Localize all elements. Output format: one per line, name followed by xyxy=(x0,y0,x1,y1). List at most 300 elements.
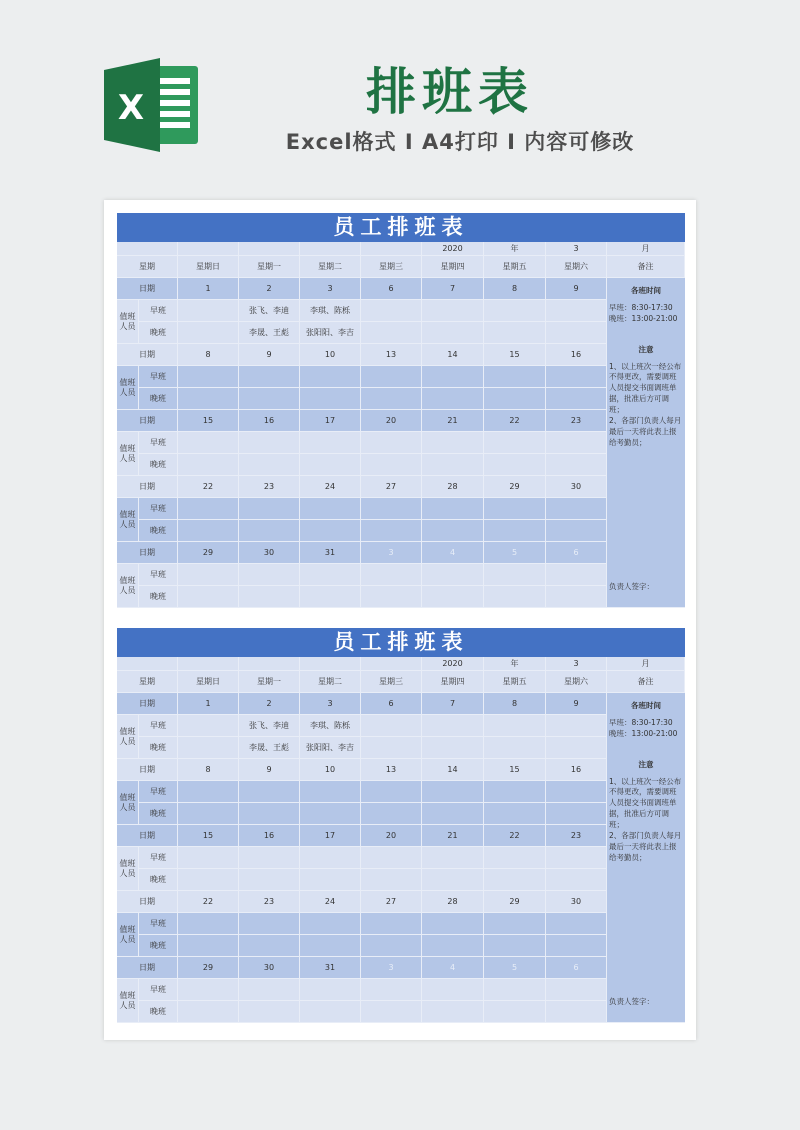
early-shift-cell[interactable] xyxy=(546,979,607,1001)
date-cell[interactable]: 5 xyxy=(484,957,546,979)
date-cell[interactable]: 10 xyxy=(300,759,361,781)
late-shift-cell[interactable] xyxy=(239,935,300,957)
month-cell[interactable]: 3 xyxy=(546,242,607,256)
date-cell[interactable]: 5 xyxy=(484,542,546,564)
note-item-2: 2、各部门负责人每月最后一天将此表上报给考勤员； xyxy=(609,415,682,447)
date-cell[interactable]: 30 xyxy=(546,476,607,498)
date-label-cell[interactable]: 日期 xyxy=(117,278,178,300)
date-cell[interactable]: 23 xyxy=(546,410,607,432)
early-shift-cell[interactable] xyxy=(422,564,484,586)
date-cell[interactable]: 29 xyxy=(484,476,546,498)
early-shift-label[interactable]: 早班 xyxy=(139,366,178,388)
late-shift-cell[interactable] xyxy=(361,388,422,410)
late-shift-label[interactable]: 晚班 xyxy=(139,586,178,608)
date-cell[interactable]: 23 xyxy=(546,825,607,847)
late-shift-label[interactable]: 晚班 xyxy=(139,1001,178,1023)
early-shift-cell[interactable] xyxy=(300,913,361,935)
early-shift-cell[interactable] xyxy=(300,847,361,869)
date-label-cell[interactable]: 日期 xyxy=(117,410,178,432)
date-cell[interactable]: 6 xyxy=(361,278,422,300)
early-shift-cell[interactable] xyxy=(484,564,546,586)
date-cell[interactable]: 8 xyxy=(178,344,239,366)
early-shift-label[interactable]: 早班 xyxy=(139,300,178,322)
late-shift-cell[interactable] xyxy=(361,322,422,344)
duty-staff-label[interactable]: 值班人员 xyxy=(117,715,139,759)
late-shift-cell[interactable] xyxy=(546,520,607,542)
early-shift-cell[interactable] xyxy=(422,979,484,1001)
duty-staff-label[interactable]: 值班人员 xyxy=(117,564,139,608)
late-shift-cell[interactable] xyxy=(239,869,300,891)
late-shift-cell[interactable] xyxy=(422,869,484,891)
early-shift-cell[interactable] xyxy=(484,781,546,803)
early-shift-cell[interactable] xyxy=(361,781,422,803)
early-shift-cell[interactable] xyxy=(484,715,546,737)
early-shift-cell[interactable] xyxy=(422,498,484,520)
date-cell[interactable]: 15 xyxy=(178,825,239,847)
late-shift-cell[interactable] xyxy=(484,454,546,476)
date-label-cell[interactable]: 日期 xyxy=(117,759,178,781)
date-cell[interactable]: 1 xyxy=(178,278,239,300)
weekday-header-cell[interactable]: 星期四 xyxy=(422,256,484,278)
early-shift-cell[interactable] xyxy=(178,498,239,520)
remarks-notes-cell[interactable] xyxy=(607,278,685,608)
late-shift-cell[interactable] xyxy=(546,737,607,759)
early-shift-cell[interactable] xyxy=(546,715,607,737)
date-cell[interactable]: 24 xyxy=(300,476,361,498)
early-shift-cell[interactable] xyxy=(361,979,422,1001)
late-shift-label[interactable]: 晚班 xyxy=(139,322,178,344)
date-cell[interactable]: 16 xyxy=(239,825,300,847)
late-shift-cell[interactable] xyxy=(178,935,239,957)
late-shift-cell[interactable] xyxy=(300,803,361,825)
early-shift-cell[interactable] xyxy=(239,979,300,1001)
weekday-header-cell[interactable]: 星期一 xyxy=(239,671,300,693)
early-shift-cell[interactable] xyxy=(484,300,546,322)
late-shift-label[interactable]: 晚班 xyxy=(139,803,178,825)
early-shift-cell[interactable] xyxy=(546,847,607,869)
late-shift-cell[interactable] xyxy=(300,454,361,476)
late-shift-cell[interactable] xyxy=(361,737,422,759)
late-shift-cell[interactable] xyxy=(239,520,300,542)
late-shift-cell[interactable] xyxy=(239,803,300,825)
late-shift-cell[interactable] xyxy=(484,388,546,410)
early-shift-cell[interactable] xyxy=(239,432,300,454)
date-cell[interactable]: 22 xyxy=(484,825,546,847)
late-shift-cell[interactable]: 李晟、王彪 xyxy=(239,737,300,759)
date-cell[interactable]: 27 xyxy=(361,476,422,498)
date-cell[interactable]: 15 xyxy=(484,344,546,366)
late-shift-label[interactable]: 晚班 xyxy=(139,454,178,476)
date-cell[interactable]: 30 xyxy=(239,542,300,564)
early-shift-cell[interactable] xyxy=(361,564,422,586)
early-shift-cell[interactable] xyxy=(239,781,300,803)
early-shift-cell[interactable] xyxy=(178,715,239,737)
date-cell[interactable]: 9 xyxy=(546,693,607,715)
early-shift-cell[interactable] xyxy=(178,979,239,1001)
early-shift-cell[interactable] xyxy=(239,366,300,388)
date-cell[interactable]: 15 xyxy=(484,759,546,781)
date-cell[interactable]: 1 xyxy=(178,693,239,715)
late-hours-text: 晚班：13:00-21:00 xyxy=(609,313,678,323)
date-cell[interactable]: 16 xyxy=(239,410,300,432)
date-cell[interactable]: 29 xyxy=(484,891,546,913)
date-label-cell[interactable]: 日期 xyxy=(117,891,178,913)
early-shift-cell[interactable] xyxy=(422,300,484,322)
date-cell[interactable]: 7 xyxy=(422,278,484,300)
early-shift-cell[interactable] xyxy=(484,498,546,520)
early-shift-cell[interactable] xyxy=(300,781,361,803)
date-cell[interactable]: 8 xyxy=(484,693,546,715)
blank-cell[interactable] xyxy=(239,657,300,671)
date-cell[interactable]: 9 xyxy=(239,344,300,366)
early-shift-cell[interactable] xyxy=(546,300,607,322)
early-shift-cell[interactable] xyxy=(484,979,546,1001)
note-title: 注意 xyxy=(638,759,654,769)
early-shift-cell[interactable] xyxy=(546,432,607,454)
date-cell[interactable]: 31 xyxy=(300,957,361,979)
date-cell[interactable]: 29 xyxy=(178,957,239,979)
early-shift-cell[interactable]: 张飞、李迪 xyxy=(239,715,300,737)
date-cell[interactable]: 22 xyxy=(178,476,239,498)
date-cell[interactable]: 3 xyxy=(300,278,361,300)
date-cell[interactable]: 2 xyxy=(239,278,300,300)
early-shift-cell[interactable] xyxy=(422,432,484,454)
early-shift-cell[interactable] xyxy=(178,781,239,803)
date-cell[interactable]: 9 xyxy=(239,759,300,781)
blank-cell[interactable] xyxy=(300,242,361,256)
date-cell[interactable]: 3 xyxy=(361,542,422,564)
early-shift-cell[interactable] xyxy=(484,913,546,935)
late-shift-cell[interactable] xyxy=(484,803,546,825)
early-shift-cell[interactable] xyxy=(484,366,546,388)
early-shift-cell[interactable] xyxy=(361,498,422,520)
date-cell[interactable]: 28 xyxy=(422,476,484,498)
sheet-title-header: 员工排班表 xyxy=(117,628,685,657)
early-shift-cell[interactable] xyxy=(422,366,484,388)
date-cell[interactable]: 20 xyxy=(361,410,422,432)
date-cell[interactable]: 6 xyxy=(361,693,422,715)
week-label-cell[interactable]: 星期 xyxy=(117,256,178,278)
date-cell[interactable]: 22 xyxy=(178,891,239,913)
date-cell[interactable]: 7 xyxy=(422,693,484,715)
late-shift-cell[interactable] xyxy=(239,1001,300,1023)
late-shift-cell[interactable] xyxy=(422,803,484,825)
weekday-header-cell[interactable]: 星期六 xyxy=(546,256,607,278)
late-shift-cell[interactable] xyxy=(546,1001,607,1023)
month-unit-cell[interactable]: 月 xyxy=(607,242,685,256)
year-unit-cell[interactable]: 年 xyxy=(484,242,546,256)
late-shift-cell[interactable] xyxy=(484,935,546,957)
date-cell[interactable]: 4 xyxy=(422,957,484,979)
date-cell[interactable]: 9 xyxy=(546,278,607,300)
date-cell[interactable]: 2 xyxy=(239,693,300,715)
late-shift-cell[interactable] xyxy=(239,454,300,476)
late-shift-cell[interactable] xyxy=(422,935,484,957)
early-shift-cell[interactable] xyxy=(546,564,607,586)
weekday-header-cell[interactable]: 星期二 xyxy=(300,256,361,278)
late-shift-cell[interactable] xyxy=(422,454,484,476)
late-shift-cell[interactable] xyxy=(484,737,546,759)
date-label-cell[interactable]: 日期 xyxy=(117,957,178,979)
early-shift-cell[interactable] xyxy=(361,847,422,869)
weekday-header-cell[interactable]: 星期五 xyxy=(484,256,546,278)
late-shift-cell[interactable] xyxy=(300,586,361,608)
date-cell[interactable]: 6 xyxy=(546,542,607,564)
duty-staff-label[interactable]: 值班人员 xyxy=(117,432,139,476)
early-shift-cell[interactable] xyxy=(361,913,422,935)
svg-text:X: X xyxy=(117,88,145,128)
early-shift-cell[interactable]: 张飞、李迪 xyxy=(239,300,300,322)
blank-cell[interactable] xyxy=(178,242,239,256)
late-shift-cell[interactable] xyxy=(546,454,607,476)
date-cell[interactable]: 16 xyxy=(546,759,607,781)
late-shift-cell[interactable] xyxy=(178,869,239,891)
duty-staff-label[interactable]: 值班人员 xyxy=(117,913,139,957)
date-cell[interactable]: 14 xyxy=(422,344,484,366)
date-cell[interactable]: 30 xyxy=(546,891,607,913)
date-cell[interactable]: 23 xyxy=(239,891,300,913)
early-shift-cell[interactable] xyxy=(239,564,300,586)
late-shift-cell[interactable] xyxy=(361,586,422,608)
late-shift-cell[interactable] xyxy=(361,869,422,891)
late-shift-cell[interactable] xyxy=(422,520,484,542)
early-shift-cell[interactable] xyxy=(300,564,361,586)
date-label-cell[interactable]: 日期 xyxy=(117,825,178,847)
late-shift-cell[interactable]: 张阳阳、李吉 xyxy=(300,737,361,759)
late-shift-label[interactable]: 晚班 xyxy=(139,869,178,891)
early-shift-cell[interactable] xyxy=(178,913,239,935)
remark-header-cell[interactable]: 备注 xyxy=(607,671,685,693)
early-shift-cell[interactable] xyxy=(239,847,300,869)
early-shift-cell[interactable] xyxy=(178,564,239,586)
early-shift-cell[interactable] xyxy=(178,366,239,388)
early-shift-cell[interactable] xyxy=(239,498,300,520)
late-hours-text: 晚班：13:00-21:00 xyxy=(609,728,678,738)
date-cell[interactable]: 15 xyxy=(178,410,239,432)
blank-cell[interactable] xyxy=(117,242,178,256)
late-shift-cell[interactable] xyxy=(422,388,484,410)
date-cell[interactable]: 10 xyxy=(300,344,361,366)
date-cell[interactable]: 6 xyxy=(546,957,607,979)
note-title: 注意 xyxy=(638,344,654,354)
blank-cell[interactable] xyxy=(117,657,178,671)
early-shift-cell[interactable] xyxy=(484,432,546,454)
late-shift-cell[interactable] xyxy=(239,388,300,410)
date-cell[interactable]: 8 xyxy=(484,278,546,300)
date-cell[interactable]: 24 xyxy=(300,891,361,913)
early-shift-label[interactable]: 早班 xyxy=(139,781,178,803)
late-shift-cell[interactable] xyxy=(178,454,239,476)
weekday-header-cell[interactable]: 星期五 xyxy=(484,671,546,693)
late-shift-cell[interactable] xyxy=(178,737,239,759)
late-shift-cell[interactable] xyxy=(178,388,239,410)
early-shift-cell[interactable] xyxy=(361,366,422,388)
early-shift-cell[interactable] xyxy=(546,781,607,803)
blank-cell[interactable] xyxy=(239,242,300,256)
blank-cell[interactable] xyxy=(361,242,422,256)
early-shift-cell[interactable]: 李琪、陈栎 xyxy=(300,300,361,322)
late-shift-cell[interactable] xyxy=(484,1001,546,1023)
duty-staff-label[interactable]: 值班人员 xyxy=(117,979,139,1023)
remarks-notes-cell[interactable] xyxy=(607,693,685,1023)
date-cell[interactable]: 28 xyxy=(422,891,484,913)
year-cell[interactable]: 2020 xyxy=(422,657,484,671)
early-shift-cell[interactable] xyxy=(484,847,546,869)
early-shift-label[interactable]: 早班 xyxy=(139,847,178,869)
late-shift-cell[interactable] xyxy=(422,1001,484,1023)
early-shift-cell[interactable] xyxy=(422,913,484,935)
date-cell[interactable]: 31 xyxy=(300,542,361,564)
hours-title: 各班时间 xyxy=(631,286,661,295)
date-cell[interactable]: 30 xyxy=(239,957,300,979)
date-cell[interactable]: 21 xyxy=(422,825,484,847)
blank-cell[interactable] xyxy=(300,657,361,671)
page-subtitle: Excel格式 I A4打印 I 内容可修改 xyxy=(285,130,635,154)
early-shift-cell[interactable] xyxy=(422,847,484,869)
late-shift-cell[interactable] xyxy=(361,803,422,825)
year-cell[interactable]: 2020 xyxy=(422,242,484,256)
weekday-header-cell[interactable]: 星期六 xyxy=(546,671,607,693)
blank-cell[interactable] xyxy=(361,657,422,671)
late-shift-cell[interactable] xyxy=(300,1001,361,1023)
late-shift-cell[interactable] xyxy=(361,1001,422,1023)
late-shift-cell[interactable] xyxy=(422,737,484,759)
date-cell[interactable]: 21 xyxy=(422,410,484,432)
early-shift-cell[interactable] xyxy=(361,715,422,737)
date-cell[interactable]: 20 xyxy=(361,825,422,847)
late-shift-cell[interactable] xyxy=(178,322,239,344)
early-shift-cell[interactable] xyxy=(300,432,361,454)
weekday-header-cell[interactable]: 星期四 xyxy=(422,671,484,693)
weekday-header-cell[interactable]: 星期日 xyxy=(178,671,239,693)
early-shift-cell[interactable] xyxy=(300,979,361,1001)
late-shift-cell[interactable] xyxy=(484,869,546,891)
late-shift-cell[interactable] xyxy=(484,586,546,608)
weekday-header-cell[interactable]: 星期日 xyxy=(178,256,239,278)
early-hours-text: 早班：8:30-17:30 xyxy=(609,302,673,312)
late-shift-cell[interactable] xyxy=(546,322,607,344)
late-shift-cell[interactable] xyxy=(484,322,546,344)
early-shift-cell[interactable] xyxy=(178,847,239,869)
date-cell[interactable]: 17 xyxy=(300,825,361,847)
late-shift-cell[interactable] xyxy=(178,1001,239,1023)
date-cell[interactable]: 23 xyxy=(239,476,300,498)
late-shift-label[interactable]: 晚班 xyxy=(139,737,178,759)
late-shift-cell[interactable] xyxy=(300,935,361,957)
late-shift-cell[interactable] xyxy=(484,520,546,542)
late-shift-cell[interactable] xyxy=(361,935,422,957)
early-shift-label[interactable]: 早班 xyxy=(139,715,178,737)
late-shift-cell[interactable] xyxy=(361,454,422,476)
early-shift-label[interactable]: 早班 xyxy=(139,432,178,454)
date-cell[interactable]: 16 xyxy=(546,344,607,366)
date-cell[interactable]: 22 xyxy=(484,410,546,432)
duty-staff-label[interactable]: 值班人员 xyxy=(117,847,139,891)
late-shift-cell[interactable] xyxy=(239,586,300,608)
late-shift-label[interactable]: 晚班 xyxy=(139,388,178,410)
late-shift-cell[interactable] xyxy=(178,803,239,825)
early-shift-cell[interactable]: 李琪、陈栎 xyxy=(300,715,361,737)
early-shift-cell[interactable] xyxy=(178,300,239,322)
blank-cell[interactable] xyxy=(178,657,239,671)
date-cell[interactable]: 13 xyxy=(361,759,422,781)
date-cell[interactable]: 14 xyxy=(422,759,484,781)
early-shift-cell[interactable] xyxy=(361,300,422,322)
late-shift-cell[interactable] xyxy=(546,803,607,825)
date-cell[interactable]: 4 xyxy=(422,542,484,564)
date-label-cell[interactable]: 日期 xyxy=(117,542,178,564)
late-shift-cell[interactable] xyxy=(300,520,361,542)
early-shift-cell[interactable] xyxy=(239,913,300,935)
early-shift-cell[interactable] xyxy=(546,498,607,520)
date-label-cell[interactable]: 日期 xyxy=(117,476,178,498)
late-shift-cell[interactable] xyxy=(178,586,239,608)
late-shift-label[interactable]: 晚班 xyxy=(139,520,178,542)
early-shift-cell[interactable] xyxy=(300,366,361,388)
early-shift-cell[interactable] xyxy=(546,366,607,388)
weekday-header-cell[interactable]: 星期三 xyxy=(361,671,422,693)
duty-staff-label[interactable]: 值班人员 xyxy=(117,366,139,410)
late-shift-cell[interactable] xyxy=(422,322,484,344)
month-cell[interactable]: 3 xyxy=(546,657,607,671)
late-shift-cell[interactable] xyxy=(300,869,361,891)
week-label-cell[interactable]: 星期 xyxy=(117,671,178,693)
date-label-cell[interactable]: 日期 xyxy=(117,344,178,366)
early-shift-label[interactable]: 早班 xyxy=(139,979,178,1001)
duty-staff-label[interactable]: 值班人员 xyxy=(117,781,139,825)
date-cell[interactable]: 8 xyxy=(178,759,239,781)
sheet-title-header: 员工排班表 xyxy=(117,213,685,242)
early-shift-label[interactable]: 早班 xyxy=(139,564,178,586)
duty-staff-label[interactable]: 值班人员 xyxy=(117,498,139,542)
late-shift-cell[interactable]: 张阳阳、李吉 xyxy=(300,322,361,344)
early-shift-cell[interactable] xyxy=(300,498,361,520)
late-shift-cell[interactable] xyxy=(300,388,361,410)
date-cell[interactable]: 27 xyxy=(361,891,422,913)
weekday-header-cell[interactable]: 星期二 xyxy=(300,671,361,693)
weekday-header-cell[interactable]: 星期一 xyxy=(239,256,300,278)
early-shift-cell[interactable] xyxy=(422,781,484,803)
date-cell[interactable]: 3 xyxy=(300,693,361,715)
late-shift-cell[interactable] xyxy=(546,869,607,891)
early-shift-cell[interactable] xyxy=(422,715,484,737)
early-shift-cell[interactable] xyxy=(178,432,239,454)
date-cell[interactable]: 3 xyxy=(361,957,422,979)
date-label-cell[interactable]: 日期 xyxy=(117,693,178,715)
late-shift-cell[interactable]: 李晟、王彪 xyxy=(239,322,300,344)
weekday-header-cell[interactable]: 星期三 xyxy=(361,256,422,278)
late-shift-cell[interactable] xyxy=(422,586,484,608)
late-shift-cell[interactable] xyxy=(361,520,422,542)
year-unit-cell[interactable]: 年 xyxy=(484,657,546,671)
late-shift-cell[interactable] xyxy=(178,520,239,542)
remark-header-cell[interactable]: 备注 xyxy=(607,256,685,278)
date-cell[interactable]: 29 xyxy=(178,542,239,564)
late-shift-cell[interactable] xyxy=(546,388,607,410)
late-shift-cell[interactable] xyxy=(546,586,607,608)
date-cell[interactable]: 17 xyxy=(300,410,361,432)
early-shift-cell[interactable] xyxy=(546,913,607,935)
early-shift-label[interactable]: 早班 xyxy=(139,498,178,520)
early-shift-label[interactable]: 早班 xyxy=(139,913,178,935)
late-shift-cell[interactable] xyxy=(546,935,607,957)
date-cell[interactable]: 13 xyxy=(361,344,422,366)
duty-staff-label[interactable]: 值班人员 xyxy=(117,300,139,344)
late-shift-label[interactable]: 晚班 xyxy=(139,935,178,957)
month-unit-cell[interactable]: 月 xyxy=(607,657,685,671)
notes-gap xyxy=(609,740,683,760)
early-shift-cell[interactable] xyxy=(361,432,422,454)
